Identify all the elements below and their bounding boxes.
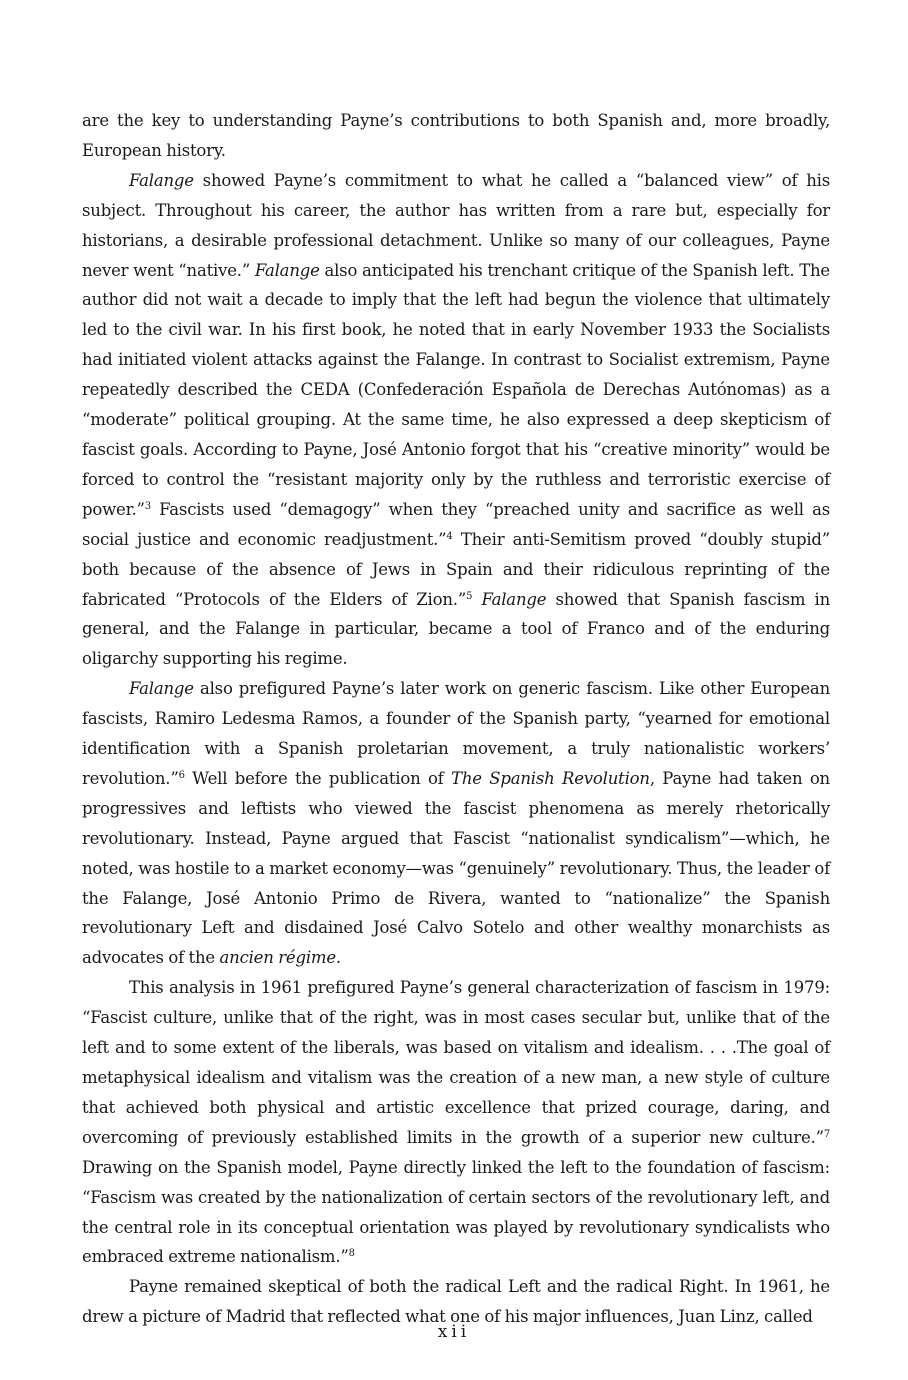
page-number: xii bbox=[437, 1322, 471, 1342]
footnote-ref: 8 bbox=[348, 1248, 355, 1260]
text-run: Their anti-Semitism proved “doubly stupid” both because of the absence of Jews in Spain and their ridiculous reprinting of the fabricated “Protocols of the Elders of Zion.” bbox=[82, 529, 830, 609]
text-run: , Payne had taken on progressives and leftists who viewed the fascist phenomena as merely rhetorically revolutionary. Instead, Payne argued that Fascist “nationalist syndicalism”—which, he noted, was hostile to a market economy—was “genuinely” revolutionary. Thus, the leader of the Falange, José Antonio Primo de Rivera, wanted to “nationalize” the Spanish revolutionary Left and disdained José Calvo Sotelo and other wealthy monarchists as advocates of the bbox=[82, 768, 830, 968]
italic-text: The Spanish Revolution bbox=[451, 768, 650, 788]
text-run: Drawing on the Spanish model, Payne directly linked the left to the foundation of fascism: “Fascism was created by the nationalization of certain sectors of the revolutionary left, and the central role in its conceptual orientation was played by revolutionary syndicalists who embraced extreme nationalism.” bbox=[82, 1157, 830, 1267]
italic-text: Falange bbox=[129, 679, 194, 699]
paragraph-3 bbox=[82, 674, 830, 973]
text-run: also prefigured Payne’s later work on generic fascism. Like other European fascists, Ramiro Ledesma Ramos, a founder of the Spanish party, “yearned for emotional identification with a Spanish proletarian movement, a truly nationalistic workers’ revolution.” bbox=[82, 679, 830, 788]
italic-text: Falange bbox=[129, 170, 194, 190]
paragraph-1 bbox=[82, 106, 830, 166]
italic-text: ancien régime. bbox=[219, 948, 341, 968]
body-text bbox=[82, 106, 830, 1332]
text-run: showed Payne’s commitment to what he called a “balanced view” of his subject. Throughout his career, the author has written from a rare but, especially for historians, a desirable professional detachment. Unlike so many of our colleagues, Payne never went “native.” bbox=[82, 170, 830, 280]
text-run: Well before the publication of bbox=[184, 768, 452, 788]
paragraph-4 bbox=[82, 973, 830, 1272]
footnote-ref: 5 bbox=[466, 590, 473, 602]
footnote-ref: 6 bbox=[178, 769, 185, 781]
text-run: are the key to understanding Payne’s contributions to both Spanish and, more broadly, European history. bbox=[82, 111, 830, 160]
text-run: Fascists used “demagogy” when they “preached unity and sacrifice as well as social justice and economic readjustment.” bbox=[82, 499, 830, 549]
text-run: showed that Spanish fascism in general, and the Falange in particular, became a tool of Franco and of the enduring oligarchy supporting his regime. bbox=[82, 589, 830, 669]
footnote-ref: 4 bbox=[446, 530, 453, 542]
footnote-ref: 7 bbox=[823, 1128, 830, 1140]
italic-text: Falange bbox=[481, 589, 547, 609]
text-run: This analysis in 1961 prefigured Payne’s general characterization of fascism in 1979: “Fascist culture, unlike that of the right, was in most cases secular but, unlike that of the left and to some extent of the liberals, was based on vitalism and idealism. . . .The goal of metaphysical idealism and vitalism was the creation of a new man, a new style of culture that achieved both physical and artistic excellence that prized courage, daring, and overcoming of previously established limits in the growth of a superior new culture.” bbox=[82, 978, 830, 1147]
footnote-ref: 3 bbox=[144, 500, 151, 512]
italic-text: Falange bbox=[254, 260, 320, 280]
text-run: also anticipated his trenchant critique of the Spanish left. The author did not wait a decade to imply that the left had begun the violence that ultimately led to the civil war. In his first book, he noted that in early November 1933 the Socialists had initiated violent attacks against the Falange. In contrast to Socialist extremism, Payne repeatedly described the CEDA (Confederación Española de Derechas Autónomas) as a “moderate” political grouping. At the same time, he also expressed a deep skepticism of fascist goals. According to Payne, José Antonio forgot that his “creative minority” would be forced to control the “resistant majority only by the ruthless and terroristic exercise of power.” bbox=[82, 260, 830, 519]
paragraph-2 bbox=[82, 166, 830, 674]
text-run: Payne remained skeptical of both the radical Left and the radical Right. In 1961, he drew a picture of Madrid that reflected what one of his major influences, Juan Linz, called bbox=[82, 1277, 830, 1327]
